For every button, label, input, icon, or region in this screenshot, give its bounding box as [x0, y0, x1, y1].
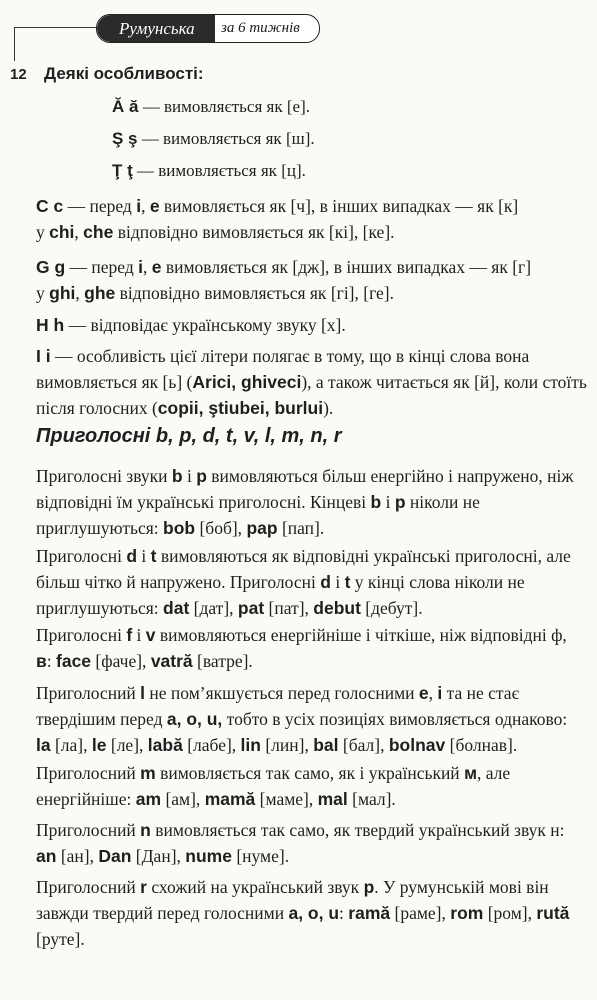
bold-term: p [394, 492, 406, 512]
text-line [36, 760, 597, 786]
book-subtitle: за 6 тижнів [221, 20, 300, 36]
text-run: вимовляються більш енергійно і напружено, ніж [206, 466, 574, 486]
text-run: [дат], [189, 598, 238, 618]
text-line [36, 786, 597, 812]
bold-term: n [140, 820, 151, 840]
header-rule-vertical [14, 27, 15, 61]
bold-term: ghe [84, 283, 116, 303]
text-line [36, 254, 597, 280]
bold-term: v [145, 625, 156, 645]
paragraph-i [36, 343, 597, 421]
text-line [36, 312, 597, 338]
bold-term: e [151, 257, 162, 277]
bold-term: l [140, 683, 146, 703]
text-run: після голосних ( [36, 398, 158, 418]
bold-term: i [437, 683, 443, 703]
page-number: 12 [10, 66, 27, 83]
bold-term: b [370, 492, 382, 512]
text-line [36, 193, 597, 219]
special-letter-a [112, 97, 310, 117]
text-run: — відповідає українському звуку [х]. [64, 315, 346, 335]
bold-term: t [150, 546, 157, 566]
text-run: більш чітко й напружено. Приголосні [36, 572, 321, 592]
bold-term: м [464, 763, 478, 783]
text-run: [раме], [390, 903, 451, 923]
special-letter-t [112, 161, 306, 181]
section-title: Деякі особливості: [44, 64, 204, 83]
text-line [36, 219, 597, 245]
text-run: твердішим перед [36, 709, 167, 729]
text-line [36, 900, 597, 926]
bold-term: la [36, 735, 51, 755]
text-run: Приголосні [36, 546, 127, 566]
bold-term: lin [240, 735, 261, 755]
bold-term: am [135, 789, 162, 809]
text-run: [пат], [264, 598, 314, 618]
bold-term: b [171, 466, 183, 486]
text-line [36, 395, 597, 421]
paragraph-b-p [36, 463, 597, 541]
text-line [36, 595, 597, 621]
text-run: , але [477, 763, 511, 783]
text-run: , [75, 283, 85, 303]
bold-term: bob [163, 518, 196, 538]
bold-term: mal [317, 789, 348, 809]
text-run: вимовляється так само, як і український [155, 763, 465, 783]
text-run: — перед [63, 196, 137, 216]
bold-term: pap [246, 518, 278, 538]
text-run: [Дан], [131, 846, 186, 866]
text-run: Приголосний [36, 877, 141, 897]
text-run: у [36, 222, 50, 242]
text-run: [нуме]. [231, 846, 290, 866]
text-line [36, 706, 597, 732]
bold-term: che [83, 222, 114, 242]
text-run: і [137, 546, 151, 566]
bold-term: p [196, 466, 207, 486]
text-run: і [330, 572, 345, 592]
text-run: приглушуються: [36, 518, 164, 538]
text-run: [маме], [255, 789, 318, 809]
special-letter: Ţ ţ [112, 161, 133, 180]
paragraph-h [36, 312, 597, 338]
paragraph-l [36, 680, 597, 758]
bold-term: t [344, 572, 351, 592]
text-run: Приголосні звуки [36, 466, 172, 486]
bold-term: copii, ştiubei, burlui [157, 398, 324, 418]
text-run: [болнав]. [445, 735, 518, 755]
text-run: , [428, 683, 438, 703]
text-run: Приголосний [36, 683, 141, 703]
text-run: і [381, 492, 395, 512]
special-letter-text: — вимовляється як [ц]. [132, 161, 306, 180]
text-run: — перед [65, 257, 139, 277]
text-run: : [46, 651, 57, 671]
running-header [96, 14, 320, 43]
text-run: [лин], [260, 735, 314, 755]
paragraph-n [36, 817, 597, 869]
text-run: і [132, 625, 146, 645]
text-run: вимовляється як [дж], в інших випадках — як [г] [161, 257, 532, 277]
text-run: [дебут]. [360, 598, 423, 618]
text-run: [ватре]. [192, 651, 253, 671]
bold-term: rom [450, 903, 484, 923]
bold-term: le [91, 735, 107, 755]
text-run: та не стає [442, 683, 520, 703]
paragraph-g [36, 254, 597, 306]
text-run: у кінці слова ніколи не [350, 572, 525, 592]
text-run: і [182, 466, 197, 486]
bold-term: face [56, 651, 92, 671]
bold-term: mamă [204, 789, 256, 809]
text-line [36, 489, 597, 515]
paragraph-m [36, 760, 597, 812]
text-run: енергійніше: [36, 789, 136, 809]
bold-term: I i [36, 346, 51, 366]
bold-term: H h [36, 315, 65, 335]
text-run: . У румунській мові він [374, 877, 549, 897]
text-line [36, 680, 597, 706]
text-run: ніколи не [405, 492, 480, 512]
bold-term: rută [536, 903, 570, 923]
text-run: не пом’якшується перед голосними [145, 683, 419, 703]
text-run: вимовляється так само, як твердий український звук н: [150, 820, 565, 840]
consonants-heading: Приголосні b, p, d, t, v, l, m, n, r [36, 425, 342, 447]
text-run: вимовляються енергійніше і чіткіше, ніж відповідні ф, [155, 625, 567, 645]
bold-term: d [320, 572, 331, 592]
bold-term: pat [237, 598, 265, 618]
text-run: [ан], [56, 846, 99, 866]
text-run: [пап]. [277, 518, 325, 538]
bold-term: m [140, 763, 156, 783]
text-run: вимовляється як [ь] ( [36, 372, 193, 392]
text-run: [ле], [106, 735, 148, 755]
text-line [36, 817, 597, 843]
text-line [36, 926, 597, 952]
bold-term: bal [313, 735, 339, 755]
text-run: , [143, 257, 152, 277]
text-line [36, 463, 597, 489]
text-line [36, 622, 597, 648]
text-run: Приголосні [36, 625, 127, 645]
text-run: відповідно вимовляється як [кі], [ке]. [113, 222, 395, 242]
bold-term: a, o, u [288, 903, 340, 923]
text-run: відповідні їм українські приголосні. Кінцеві [36, 492, 371, 512]
bold-term: ramă [348, 903, 391, 923]
bold-term: chi [49, 222, 75, 242]
text-run: [бал], [338, 735, 389, 755]
bold-term: debut [313, 598, 361, 618]
text-line [36, 874, 597, 900]
special-letter-s [112, 129, 315, 149]
text-run: завжди твердий перед голосними [36, 903, 289, 923]
special-letter: Ş ş [112, 129, 138, 148]
bold-term: C c [36, 196, 64, 216]
bold-term: f [126, 625, 133, 645]
text-line [36, 280, 597, 306]
bold-term: dat [163, 598, 190, 618]
text-run: Приголосний [36, 820, 141, 840]
text-line [36, 648, 597, 674]
bold-term: r [140, 877, 147, 897]
bold-term: i [138, 257, 143, 277]
text-line [36, 515, 597, 541]
text-line [36, 543, 597, 569]
text-run: відповідно вимовляється як [гі], [ге]. [115, 283, 395, 303]
text-line [36, 843, 597, 869]
text-line [36, 732, 597, 758]
bold-term: e [149, 196, 160, 216]
text-run: [боб], [195, 518, 247, 538]
bold-term: ghi [49, 283, 76, 303]
bold-term: d [126, 546, 138, 566]
bold-term: vatră [150, 651, 193, 671]
text-run: ). [323, 398, 334, 418]
text-run: [лабе], [182, 735, 241, 755]
text-line [36, 343, 597, 369]
text-run: Приголосний [36, 763, 141, 783]
bold-term: an [36, 846, 57, 866]
text-run: вимовляються як відповідні українські приголосні, але [156, 546, 571, 566]
text-run: [ла], [50, 735, 92, 755]
paragraph-f-v [36, 622, 597, 674]
paragraph-r [36, 874, 597, 952]
special-letter: Ă ă [112, 97, 139, 116]
book-title: Румунська [119, 19, 195, 38]
bold-term: G g [36, 257, 66, 277]
text-run: , [141, 196, 150, 216]
text-run: [ром], [483, 903, 537, 923]
text-run: ), а також читається як [й], коли стоїть [301, 372, 587, 392]
bold-term: bolnav [388, 735, 446, 755]
special-letter-text: — вимовляється як [ш]. [137, 129, 315, 148]
text-line [36, 569, 597, 595]
text-line [36, 369, 597, 395]
text-run: — особливість цієї літери полягає в тому, що в кінці слова вона [50, 346, 530, 366]
paragraph-c [36, 193, 597, 245]
bold-term: i [136, 196, 142, 216]
bold-term: р [363, 877, 375, 897]
bold-term: в [36, 651, 47, 671]
text-run: [мал]. [347, 789, 396, 809]
bold-term: Arici, ghiveci [192, 372, 302, 392]
text-run: : [339, 903, 349, 923]
paragraph-d-t [36, 543, 597, 621]
text-run: [фаче], [91, 651, 151, 671]
text-run: тобто в усіх позиціях вимовляється однаково: [222, 709, 568, 729]
text-run: приглушуються: [36, 598, 164, 618]
bold-term: a, o, u, [166, 709, 223, 729]
text-run: у [36, 283, 50, 303]
bold-term: nume [185, 846, 232, 866]
bold-term: Dan [98, 846, 132, 866]
bold-term: labă [147, 735, 183, 755]
text-run: схожий на український звук [146, 877, 364, 897]
bold-term: e [418, 683, 429, 703]
text-run: [руте]. [36, 929, 85, 949]
special-letter-text: — вимовляється як [е]. [138, 97, 310, 116]
text-run: вимовляється як [ч], в інших випадках — як [к] [159, 196, 519, 216]
text-run: [ам], [161, 789, 205, 809]
text-run: , [74, 222, 84, 242]
